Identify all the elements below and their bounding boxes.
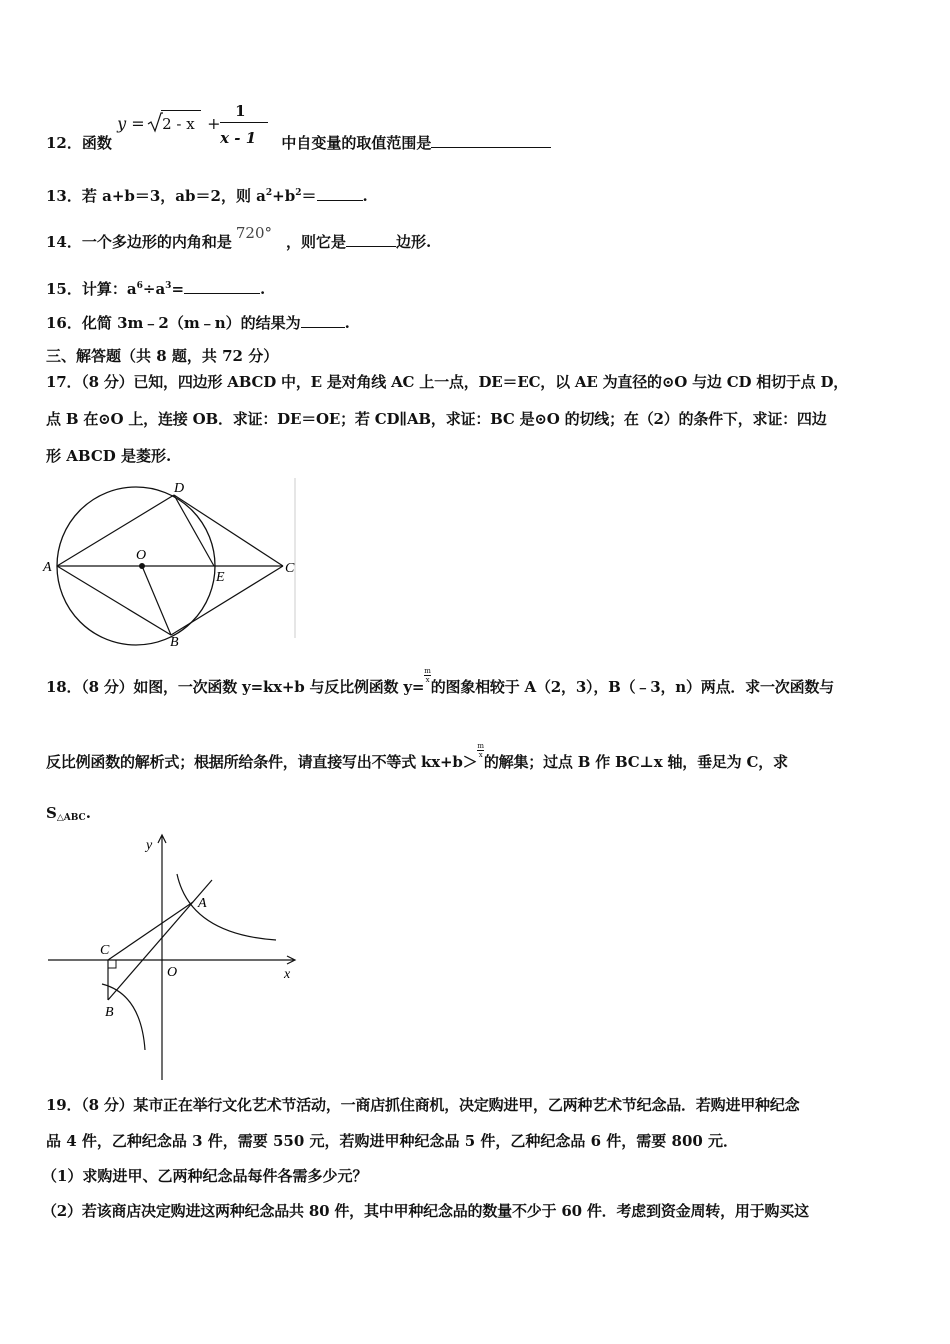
question-text: ÷a	[142, 280, 166, 298]
segment-bc	[171, 566, 283, 635]
question-text: ＝	[301, 187, 317, 205]
label-b: B	[105, 1005, 114, 1020]
exponent: 6	[136, 281, 143, 291]
point-o	[139, 563, 145, 569]
figure-q18	[44, 830, 304, 1085]
question-text: +b	[272, 187, 296, 205]
fraction-numerator: m	[424, 667, 431, 675]
question-19-line1: 19．（8 分）某市正在举行文化艺术节活动，一商店抓住商机，决定购进甲，乙两种艺术节纪念品．若购进甲种纪念	[46, 1096, 800, 1114]
segment-ad	[57, 495, 174, 566]
exponent: 3	[165, 281, 172, 291]
question-text: 函数	[81, 134, 112, 152]
question-19-line3: （1）求购进甲、乙两种纪念品每件各需多少元？	[42, 1167, 368, 1185]
question-text: 计算：a	[81, 280, 137, 298]
label-a: A	[198, 896, 207, 911]
angle-value: 720°	[235, 224, 273, 242]
question-number: 12．	[46, 134, 82, 152]
label-o: O	[167, 965, 178, 980]
question-text: 18．（8 分）如图，一次函数 y=kx+b 与反比例函数 y=	[46, 678, 425, 696]
answer-blank[interactable]	[431, 133, 551, 148]
question-number: 16．	[46, 314, 82, 332]
exponent: 2	[295, 188, 302, 198]
question-17-line1: 17．（8 分）已知，四边形 ABCD 中，E 是对角线 AC 上一点，DE＝EC，以 AE 为直径的⊙O 与边 CD 相切于点 D，	[46, 373, 849, 391]
label-d: D	[174, 481, 185, 496]
fraction-denominator: x	[478, 751, 483, 759]
exponent: 2	[265, 188, 273, 198]
question-number: 13．	[46, 187, 82, 205]
plus-sign: +	[207, 114, 221, 133]
question-text: .	[260, 280, 266, 298]
question-text: 化简 3m﹣2（m﹣n）的结果为	[81, 314, 301, 332]
sqrt-body: 2 - x	[162, 115, 195, 133]
fraction-denominator: x - 1	[220, 129, 257, 147]
label-o: O	[136, 548, 147, 563]
question-text: 的解集；过点 B 作 BC⊥x 轴，垂足为 C，求	[483, 753, 788, 771]
question-text: 若 a+b＝3，ab＝2，则 a	[81, 187, 266, 205]
question-13	[46, 186, 368, 206]
sqrt-icon	[147, 111, 163, 133]
question-text: 边形.	[396, 233, 432, 251]
label-c: C	[100, 943, 110, 958]
label-y: y	[146, 838, 153, 853]
hyperbola-branch-1	[177, 874, 276, 940]
label-b: B	[170, 635, 179, 648]
question-17-line2: 点 B 在⊙O 上，连接 OB．求证：DE＝OE；若 CD∥AB，求证：BC 是⊙O 的切线；在（2）的条件下，求证：四边	[46, 410, 827, 428]
segment-ob	[142, 566, 171, 635]
question-text: S	[46, 804, 57, 822]
answer-blank[interactable]	[301, 313, 345, 328]
line-kx-b	[108, 880, 212, 1000]
question-text: .	[85, 804, 91, 822]
question-text: ，则它是	[286, 233, 347, 251]
question-19-line4: （2）若该商店决定购进这两种纪念品共 80 件，其中甲种纪念品的数量不少于 60 件．考虑到资金周转，用于购买这	[42, 1202, 809, 1220]
answer-blank[interactable]	[184, 279, 260, 294]
question-text: .	[362, 187, 368, 205]
fraction-numerator: 1	[235, 102, 246, 120]
question-14	[46, 224, 432, 252]
question-16	[46, 313, 350, 333]
segment-ab	[57, 566, 171, 635]
answer-blank[interactable]	[317, 186, 363, 201]
question-18-line2	[46, 742, 788, 772]
right-angle-mark-icon	[108, 960, 116, 968]
question-18-line3	[46, 803, 91, 823]
subscript: △ABC	[56, 813, 86, 823]
section-title: 三、解答题（共 8 题，共 72 分）	[46, 347, 279, 365]
figure-q17	[40, 478, 300, 648]
fraction-numerator: m	[477, 742, 484, 750]
question-text: .	[344, 314, 350, 332]
segment-de	[174, 495, 214, 566]
fraction-denominator: x	[425, 676, 430, 684]
question-text: 的图象相较于 A（2，3），B（﹣3，n）两点．求一次函数与	[430, 678, 834, 696]
question-17-line3: 形 ABCD 是菱形.	[46, 447, 172, 465]
label-a: A	[43, 560, 52, 575]
question-19-line2: 品 4 件，乙种纪念品 3 件，需要 550 元，若购进甲种纪念品 5 件，乙种纪念品 6 件，需要 800 元．	[46, 1132, 739, 1150]
question-text: 一个多边形的内角和是	[81, 233, 232, 251]
fraction-m-over-x	[424, 667, 430, 684]
answer-blank[interactable]	[346, 232, 396, 247]
label-e: E	[216, 570, 225, 585]
formula-lhs: y =	[117, 114, 145, 133]
question-15	[46, 279, 265, 299]
question-number: 15．	[46, 280, 82, 298]
segment-dc	[174, 495, 283, 566]
question-text: 中自变量的取值范围是	[281, 134, 432, 152]
question-text: =	[171, 280, 185, 298]
label-c: C	[285, 561, 295, 576]
formula	[117, 102, 262, 148]
question-number: 14．	[46, 233, 82, 251]
question-12	[46, 102, 551, 153]
question-18-line1	[46, 667, 834, 697]
fraction-m-over-x	[477, 742, 483, 759]
question-text: 反比例函数的解析式；根据所给条件，请直接写出不等式 kx+b＞	[46, 753, 478, 771]
label-x: x	[284, 967, 291, 982]
